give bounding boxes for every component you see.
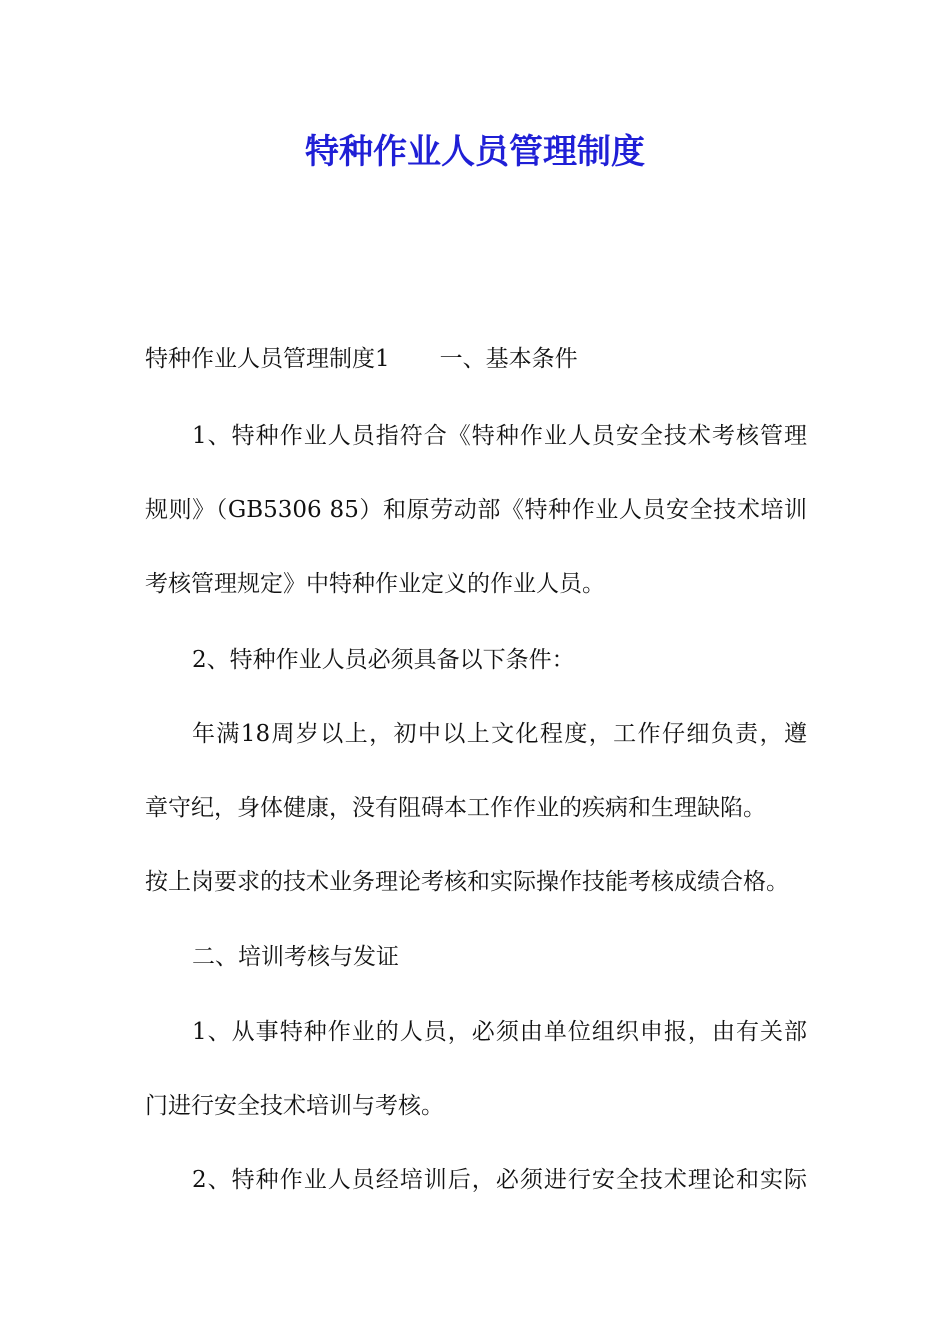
document-title: 特种作业人员管理制度: [305, 132, 645, 172]
paragraph-line: 考核管理规定》中特种作业定义的作业人员。: [145, 571, 605, 597]
paragraph-line: 章守纪，身体健康，没有阻碍本工作作业的疾病和生理缺陷。: [145, 795, 766, 821]
paragraph-line: 年满18周岁以上，初中以上文化程度，工作仔细负责，遵: [192, 721, 807, 747]
paragraph-line: 1、从事特种作业的人员，必须由单位组织申报，由有关部: [192, 1019, 807, 1045]
paragraph-line: 门进行安全技术培训与考核。: [145, 1093, 444, 1119]
paragraph-line: 规则》（GB5306 85）和原劳动部《特种作业人员安全技术培训: [145, 497, 807, 523]
paragraph-line: 2、特种作业人员经培训后，必须进行安全技术理论和实际: [192, 1167, 807, 1193]
heading-line-right: 一、基本条件: [439, 346, 578, 372]
section-heading: 二、培训考核与发证: [192, 944, 399, 970]
paragraph-line: 2、特种作业人员必须具备以下条件：: [192, 647, 575, 673]
paragraph-line: 按上岗要求的技术业务理论考核和实际操作技能考核成绩合格。: [145, 869, 789, 895]
heading-line: [145, 342, 807, 376]
paragraph-line: 1、特种作业人员指符合《特种作业人员安全技术考核管理: [192, 423, 807, 449]
heading-line-left: 特种作业人员管理制度1: [145, 346, 390, 372]
